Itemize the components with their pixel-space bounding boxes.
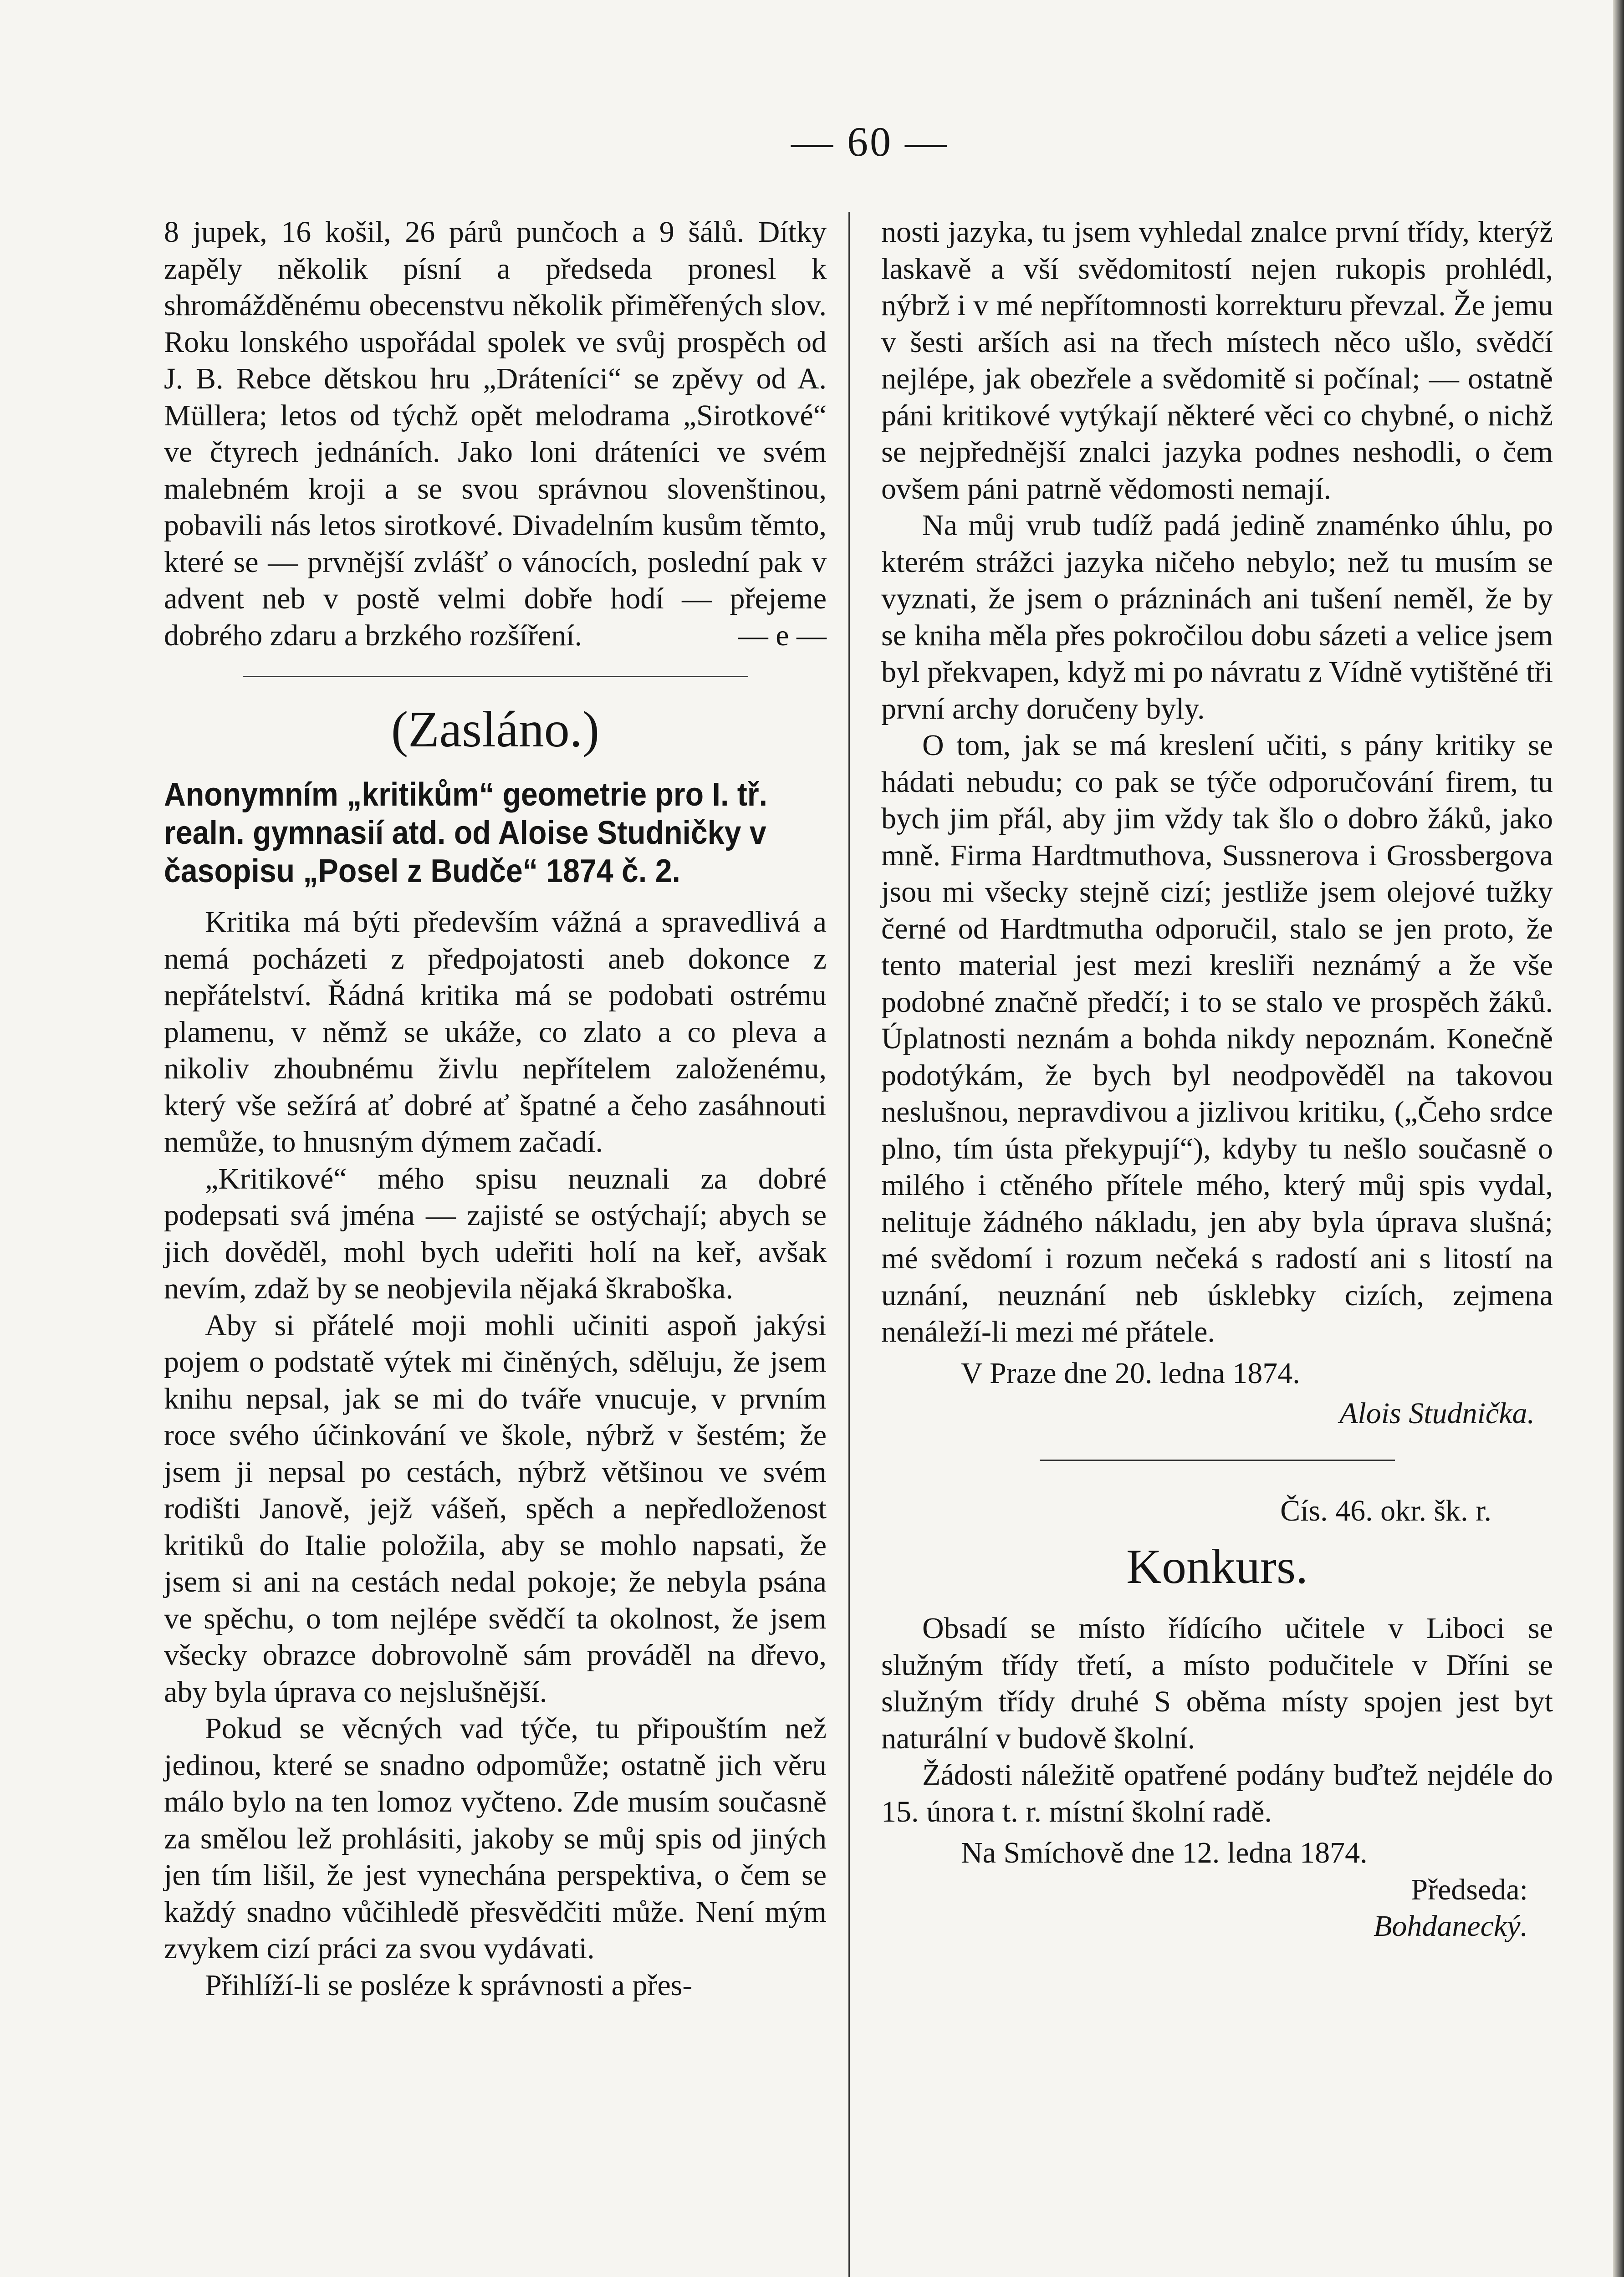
- notice-paragraph: 8 jupek, 16 košil, 26 párů punčoch a 9 šálů. Dítky zapěly několik písní a předseda pronesl k shromážděnému obecenstvu několik přiměřených slov. Roku lonského uspořádal spolek ve svůj prospěch od J. B. Rebce dětskou hru „Dráteníci“ se zpěvy od A. Müllera; letos od týchž opět melodrama „Sirotkové“ ve čtyrech jednáních. Jako loni dráteníci ve svém malebném kroji a se svou správnou slovenštinou, pobavili nás letos sirotkové. Divadelním kusům těmto, které se — prvnější zvlášť o vánocích, poslední pak v advent neb v postě velmi dobře hodí — přejeme dobrého zdaru a brzkého rozšíření.: [164, 215, 827, 652]
- ad-paragraph: Žádosti náležitě opatřené podány buďtež nejdéle do 15. února t. r. místní školní radě.: [881, 1758, 1553, 1828]
- article-title: Anonymním „kritikům“ geometrie pro I. tř. realn. gymnasií atd. od Aloise Studničky v časopisu „Posel z Budče“ 1874 č. 2.: [164, 776, 768, 889]
- letter-author: Alois Studnička.: [1339, 1397, 1535, 1430]
- ad-paragraph: Obsadí se místo řídícího učitele v Liboci se služným třídy třetí, a místo podučitele v Dříni se služným třídy druhé S oběma místy spojen jest byt naturální v budově školní.: [881, 1612, 1553, 1755]
- letter-date: V Praze dne 20. ledna 1874.: [961, 1356, 1300, 1390]
- article-paragraph: Aby si přátelé moji mohli učiniti aspoň jakýsi pojem o podstatě výtek mi činěných, sděluju, že jsem knihu nepsal, jak se mi do tváře vnucuje, v prvním roce svého účinkování ve škole, nýbrž v šestém; že jsem ji nepsal po cestách, nýbrž většinou ve svém rodišti Janově, jejž vášeň, spěch a nepředloženost kritiků do Italie položila, aby se mohlo napsati, že jsem si ani na cestách nedal pokoje; že nebyla psána ve spěchu, o tom nejlépe svědčí ta okolnost, že jsem všecky obrazce dobrovolně sám prováděl na dřevo, aby byla úprava co nejslušnější.: [164, 1308, 827, 1709]
- left-column: [164, 214, 827, 2004]
- chair-name: Bohdanecký.: [1374, 1909, 1528, 1943]
- article-paragraph: „Kritikové“ mého spisu neuznali za dobré podepsati svá jména — zajisté se ostýchají; abych se jich dověděl, mohl bych udeřiti holí na keř, avšak nevím, zdaž by se neobjevila nějaká škraboška.: [164, 1162, 827, 1305]
- article-paragraph: Na můj vrub tudíž padá jedině znaménko úhlu, po kterém strážci jazyka ničeho nebylo; než tu musím se vyznati, že jsem o prázninách ani tušení neměl, že by se kniha měla přes pokročilou dobu sázeti a velice jsem byl překvapen, když mi po návratu z Vídně vytištěné tři první archy doručeny byly.: [881, 509, 1553, 725]
- section-heading: (Zasláno.): [391, 701, 600, 758]
- article-paragraph: Přihlíží-li se posléze k správnosti a přes-: [205, 1968, 693, 2002]
- page-edge-shadow: [1613, 0, 1624, 2277]
- ad-reference: Čís. 46. okr. šk. r.: [1280, 1494, 1491, 1527]
- right-column: [881, 214, 1553, 1945]
- column-divider: [848, 212, 850, 2277]
- article-paragraph: Pokud se věcných vad týče, tu připouštím než jedinou, které se snadno odpomůže; ostatně jich věru málo bylo na ten lomoz vyčteno. Zde musím současně za smělou lež prohlásiti, jakoby se můj spis od jiných jen tím lišil, že jest vynechána perspektiva, o čem se každý snadno vůčihledě přesvědčiti může. Není mým zvykem cizí práci za svou vydávati.: [164, 1712, 827, 1965]
- ad-title: Konkurs.: [1126, 1540, 1308, 1594]
- section-divider: [243, 676, 748, 677]
- chair-label: Předseda:: [1411, 1873, 1528, 1906]
- article-paragraph: Kritika má býti především vážná a spravedlivá a nemá pocházeti z předpojatosti aneb dokonce z nepřátelství. Řádná kritika má se podobati ostrému plamenu, v němž se ukáže, co zlato a co pleva a nikoliv zhoubnému živlu nepřítelem založenému, který vše sežírá ať dobré ať špatné a čeho zasáhnouti nemůže, to hnusným dýmem začadí.: [164, 905, 827, 1159]
- ad-date: Na Smíchově dne 12. ledna 1874.: [961, 1836, 1368, 1869]
- ad-divider: [1040, 1460, 1395, 1461]
- notice-signature: — e —: [738, 618, 827, 652]
- article-paragraph: O tom, jak se má kreslení učiti, s pány kritiky se hádati nebudu; co pak se týče odporučování firem, tu bych jim přál, aby jim vždy tak šlo o dobro žáků, jako mně. Firma Hardtmuthova, Sussnerova i Grossbergova jsou mi všecky stejně cizí; jestliže jsem olejové tužky černé od Hardtmutha odporučil, stalo se jen proto, že tento material jest mezi kresliři neznámý a že vše podobné značně předčí; i to se stalo ve prospěch žáků. Úplatnosti neznám a bohda nikdy nepoznám. Konečně podotýkám, že bych byl neodpověděl na takovou neslušnou, nepravdivou a jizlivou kritiku, („Čeho srdce plno, tím ústa překypují“), kdyby tu nešlo současně o milého i ctěného přítele mého, který můj spis vydal, nelituje žádného nákladu, jen aby byla úprava slušná; mé svědomí i rozum nečeká s radostí ani s litostí na uznání, neuznání neb úsklebky cizích, zejmena nenáleží-li mezi mé přátele.: [881, 729, 1553, 1348]
- page-number: — 60 —: [791, 118, 949, 165]
- article-paragraph: nosti jazyka, tu jsem vyhledal znalce první třídy, kterýž laskavě a vší svědomitostí nejen rukopis prohlédl, nýbrž i v mé nepřítomnosti korrekturu převzal. Že jemu v šesti arších asi na třech místech něco ušlo, svědčí nejlépe, jak obezřele a svědomitě si počínal; — ostatně páni kritikové vytýkají některé věci co chybné, o nichž se nejpřednější znalci jazyka podnes neshodli, o čem ovšem páni patrně vědomosti nemají.: [881, 215, 1553, 505]
